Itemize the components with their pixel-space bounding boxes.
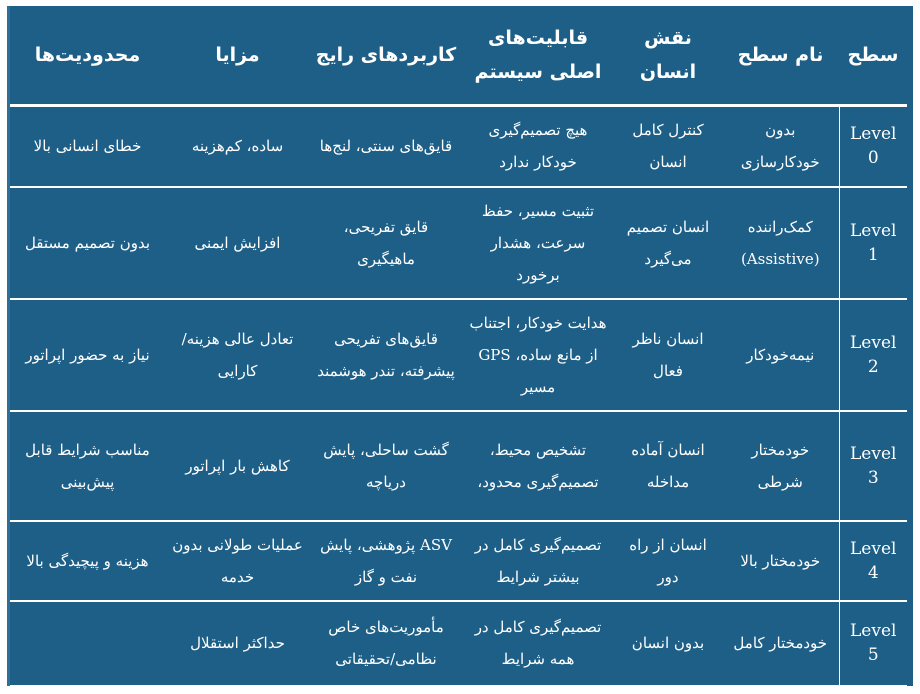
header-advantages: مزایا bbox=[165, 6, 310, 106]
level-name-cell: خودمختار شرطی bbox=[722, 411, 839, 521]
level-name-cell: کمک‌راننده (Assistive) bbox=[722, 187, 839, 299]
limitations-cell bbox=[10, 601, 165, 686]
limitations-cell: مناسب شرایط قابل پیش‌بینی bbox=[10, 411, 165, 521]
header-row bbox=[10, 6, 907, 106]
human-role-cell: انسان آماده مداخله bbox=[614, 411, 722, 521]
level-name-cell: خودمختار بالا bbox=[722, 521, 839, 601]
limitations-cell: بدون تصمیم مستقل bbox=[10, 187, 165, 299]
level-name-cell: بدون خودکارسازی bbox=[722, 106, 839, 187]
advantages-cell: ساده، کم‌هزینه bbox=[165, 106, 310, 187]
level-cell: Level 3 bbox=[839, 411, 907, 521]
human-role-cell: بدون انسان bbox=[614, 601, 722, 686]
level-name-cell: نیمه‌خودکار bbox=[722, 299, 839, 411]
level-cell: Level 2 bbox=[839, 299, 907, 411]
table-row bbox=[10, 187, 907, 299]
capabilities-cell: تشخیص محیط، تصمیم‌گیری محدود، bbox=[462, 411, 614, 521]
table-row bbox=[10, 521, 907, 601]
advantages-cell: حداکثر استقلال bbox=[165, 601, 310, 686]
level-cell: Level 4 bbox=[839, 521, 907, 601]
limitations-cell: نیاز به حضور اپراتور bbox=[10, 299, 165, 411]
human-role-cell: انسان تصمیم می‌گیرد bbox=[614, 187, 722, 299]
level-name-cell: خودمختار کامل bbox=[722, 601, 839, 686]
human-role-cell: کنترل کامل انسان bbox=[614, 106, 722, 187]
header-level-name: نام سطح bbox=[722, 6, 839, 106]
advantages-cell: افزایش ایمنی bbox=[165, 187, 310, 299]
table-row bbox=[10, 106, 907, 187]
autonomy-levels-table bbox=[10, 6, 907, 687]
header-limitations: محدودیت‌ها bbox=[10, 6, 165, 106]
applications-cell: قایق تفریحی، ماهیگیری bbox=[310, 187, 462, 299]
header-level: سطح bbox=[839, 6, 907, 106]
header-capabilities: قابلیت‌های اصلی سیستم bbox=[462, 6, 614, 106]
header-human-role: نقش انسان bbox=[614, 6, 722, 106]
advantages-cell: عملیات طولانی بدون خدمه bbox=[165, 521, 310, 601]
applications-cell: مأموریت‌های خاص نظامی/تحقیقاتی bbox=[310, 601, 462, 686]
level-cell: Level 1 bbox=[839, 187, 907, 299]
table-row bbox=[10, 411, 907, 521]
limitations-cell: هزینه و پیچیدگی بالا bbox=[10, 521, 165, 601]
human-role-cell: انسان از راه دور bbox=[614, 521, 722, 601]
applications-cell: ASV پژوهشی، پایش نفت و گاز bbox=[310, 521, 462, 601]
table-row bbox=[10, 601, 907, 686]
advantages-cell: تعادل عالی هزینه/کارایی bbox=[165, 299, 310, 411]
applications-cell: قایق‌های سنتی، لنج‌ها bbox=[310, 106, 462, 187]
applications-cell: قایق‌های تفریحی پیشرفته، تندر هوشمند bbox=[310, 299, 462, 411]
level-cell: Level 5 bbox=[839, 601, 907, 686]
capabilities-cell: تصمیم‌گیری کامل در همه شرایط bbox=[462, 601, 614, 686]
applications-cell: گشت ساحلی، پایش دریاچه bbox=[310, 411, 462, 521]
table-row bbox=[10, 299, 907, 411]
advantages-cell: کاهش بار اپراتور bbox=[165, 411, 310, 521]
header-applications: کاربردهای رایج bbox=[310, 6, 462, 106]
limitations-cell: خطای انسانی بالا bbox=[10, 106, 165, 187]
capabilities-cell: هیچ تصمیم‌گیری خودکار ندارد bbox=[462, 106, 614, 187]
capabilities-cell: هدایت خودکار، اجتناب از مانع ساده، GPS مسیر bbox=[462, 299, 614, 411]
capabilities-cell: تثبیت مسیر، حفظ سرعت، هشدار برخورد bbox=[462, 187, 614, 299]
human-role-cell: انسان ناظر فعال bbox=[614, 299, 722, 411]
level-cell: Level 0 bbox=[839, 106, 907, 187]
capabilities-cell: تصمیم‌گیری کامل در بیشتر شرایط bbox=[462, 521, 614, 601]
